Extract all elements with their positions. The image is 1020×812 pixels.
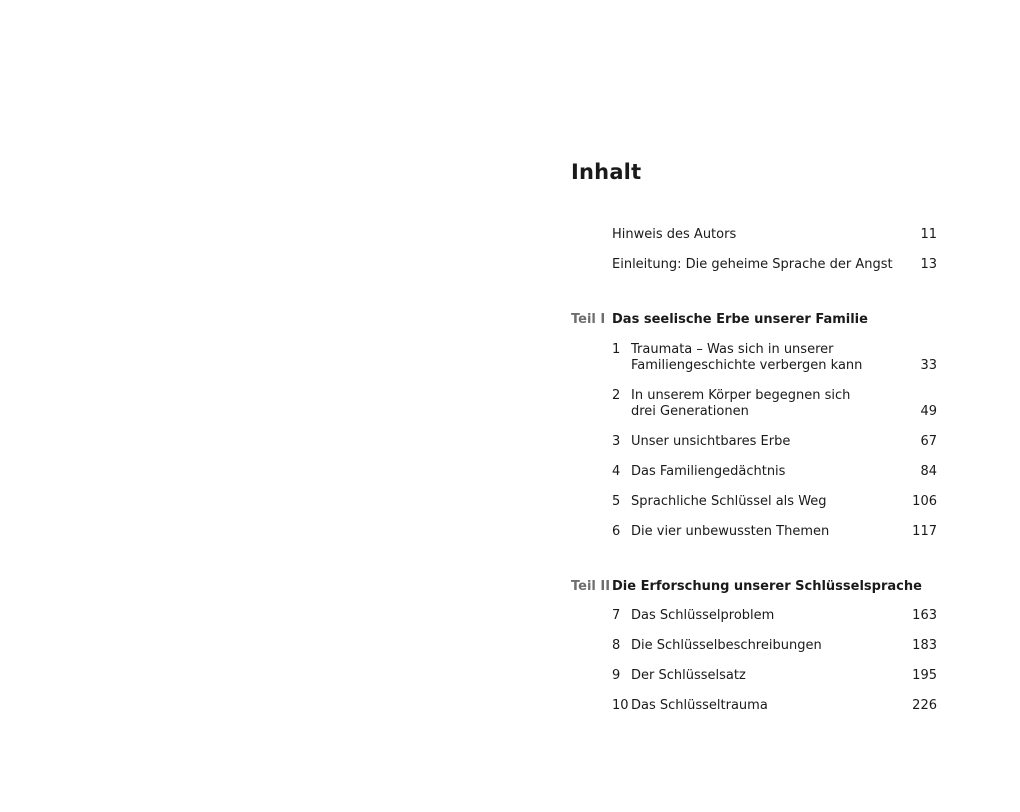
chapter-number: 1 <box>612 342 621 357</box>
chapter-title-line: Das Schlüsselproblem <box>631 608 775 623</box>
toc-entry-page: 13 <box>920 257 937 272</box>
chapter-page: 106 <box>912 494 937 509</box>
chapter-number: 6 <box>612 524 621 539</box>
chapter-number: 4 <box>612 464 621 479</box>
chapter-page: 67 <box>920 434 937 449</box>
chapter-number: 10 <box>612 698 629 713</box>
chapter-page: 84 <box>920 464 937 479</box>
chapter-title-line: Familiengeschichte verbergen kann <box>631 358 863 373</box>
chapter-title-line: Das Familiengedächtnis <box>631 464 786 479</box>
chapter-title-line: Das Schlüsseltrauma <box>631 698 768 713</box>
part-title: Das seelische Erbe unserer Familie <box>612 312 868 327</box>
chapter-page: 226 <box>912 698 937 713</box>
chapter-number: 2 <box>612 388 621 403</box>
chapter-page: 117 <box>912 524 937 539</box>
chapter-number: 7 <box>612 608 621 623</box>
page-title: Inhalt <box>571 160 642 184</box>
chapter-title-line: Die vier unbewussten Themen <box>631 524 830 539</box>
toc-entry-title: Einleitung: Die geheime Sprache der Angst <box>612 257 893 272</box>
chapter-page: 163 <box>912 608 937 623</box>
part-label: Teil II <box>571 579 611 594</box>
chapter-title-line: Traumata – Was sich in unserer <box>631 342 834 357</box>
chapter-number: 9 <box>612 668 621 683</box>
chapter-number: 8 <box>612 638 621 653</box>
chapter-title-line: In unserem Körper begegnen sich <box>631 388 851 403</box>
chapter-page: 183 <box>912 638 937 653</box>
chapter-number: 3 <box>612 434 621 449</box>
toc-entry-title: Hinweis des Autors <box>612 227 737 242</box>
part-label: Teil I <box>571 312 606 327</box>
chapter-number: 5 <box>612 494 621 509</box>
chapter-title-line: Die Schlüsselbeschreibungen <box>631 638 822 653</box>
chapter-page: 195 <box>912 668 937 683</box>
chapter-page: 49 <box>920 404 937 419</box>
chapter-page: 33 <box>920 358 937 373</box>
toc-entry-page: 11 <box>920 227 937 242</box>
part-title: Die Erforschung unserer Schlüsselsprache <box>612 579 922 594</box>
chapter-title-line: Sprachliche Schlüssel als Weg <box>631 494 827 509</box>
chapter-title-line: drei Generationen <box>631 404 749 419</box>
chapter-title-line: Der Schlüsselsatz <box>631 668 746 683</box>
chapter-title-line: Unser unsichtbares Erbe <box>631 434 791 449</box>
